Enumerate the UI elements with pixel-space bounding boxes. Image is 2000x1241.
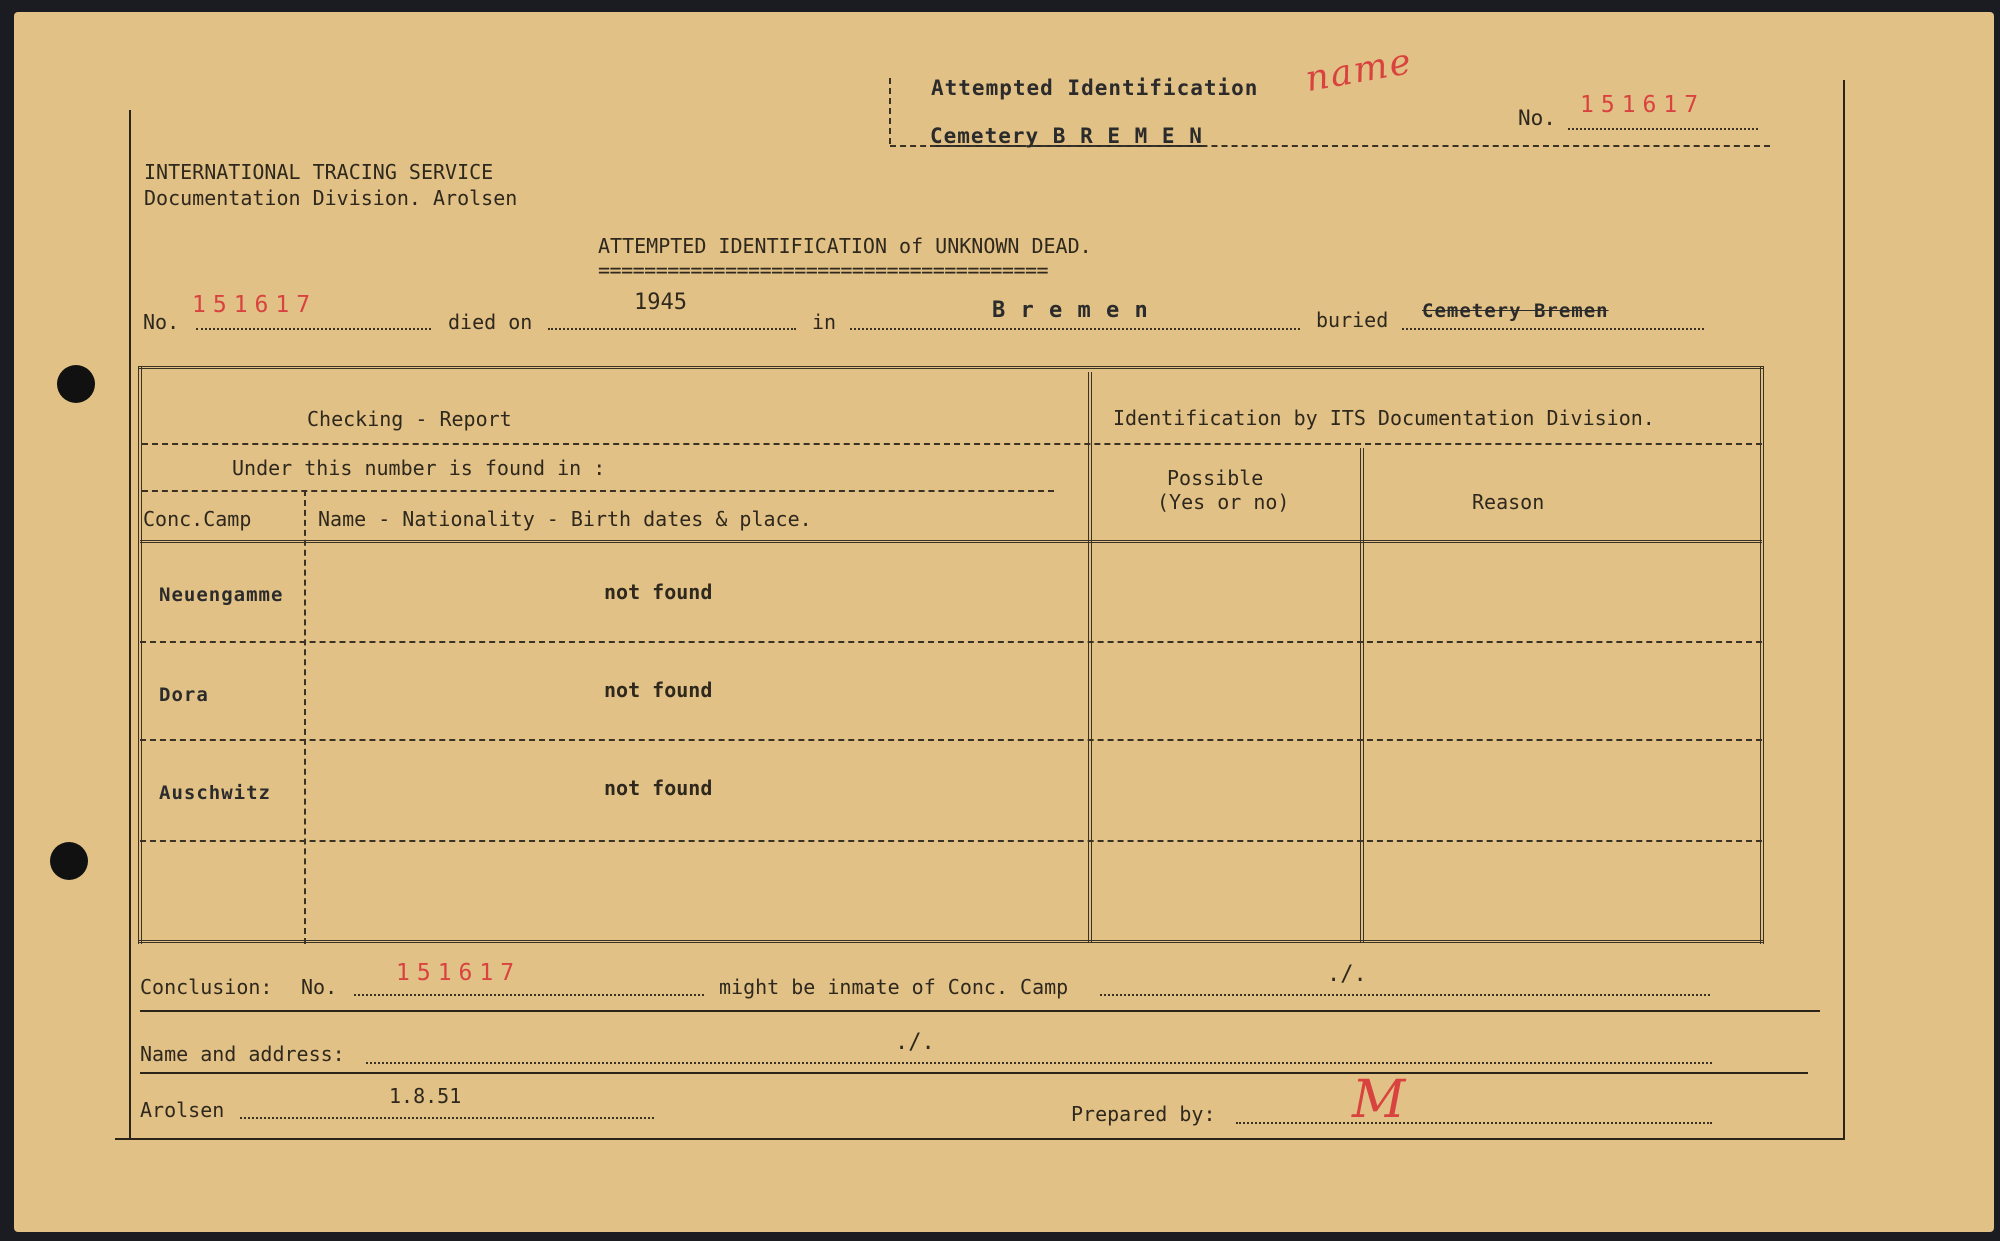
died-value: 1945 (634, 290, 687, 315)
stamp-line-2: Cemetery B R E M E N (930, 124, 1203, 148)
buried-dots (1402, 328, 1704, 330)
org-line-1: INTERNATIONAL TRACING SERVICE (144, 160, 494, 184)
died-dots (548, 328, 796, 330)
prepared-by-dots (1236, 1122, 1712, 1124)
page-title: ATTEMPTED IDENTIFICATION of UNKNOWN DEAD. (598, 234, 1092, 258)
org-line-2: Documentation Division. Arolsen (144, 186, 518, 210)
table-camp-divider (304, 490, 306, 944)
conclusion-rule (140, 1010, 1820, 1012)
died-label: died on (448, 310, 533, 334)
punch-hole-top (57, 365, 95, 403)
conclusion-no-label: No. (301, 975, 338, 999)
checking-report-heading: Checking - Report (307, 407, 512, 431)
table-mid (1088, 372, 1092, 942)
buried-label: buried (1316, 308, 1389, 332)
row-1-result: not found (604, 580, 713, 604)
in-label: in (812, 310, 837, 334)
row-rule-3 (140, 840, 1762, 842)
title-underline: ======================================= (598, 258, 1049, 282)
possible-label: Possible (1167, 466, 1264, 490)
name-address-label: Name and address: (140, 1042, 345, 1066)
buried-value: Cemetery Bremen (1422, 300, 1609, 322)
name-address-value: ./. (895, 1030, 935, 1055)
conclusion-no-value: 151617 (396, 960, 522, 986)
in-dots (850, 328, 1300, 330)
in-value: B r e m e n (992, 298, 1149, 323)
header-rule (142, 443, 1762, 445)
prepared-initial: M (1352, 1070, 1406, 1130)
row-rule-2 (140, 739, 1762, 741)
identification-heading: Identification by ITS Documentation Division. (1113, 406, 1655, 430)
record-no-dots (196, 328, 431, 330)
top-scribble: name (1302, 40, 1416, 101)
row-2-result: not found (604, 678, 713, 702)
row-rule-1 (140, 641, 1762, 643)
table-top (138, 366, 1764, 369)
header-no-label: No. (1518, 106, 1556, 130)
header-no-dots (1568, 128, 1758, 130)
table-right (1760, 366, 1764, 944)
under-rule (142, 490, 1054, 492)
header-no-value: 151617 (1580, 92, 1706, 118)
row-2-camp: Dora (159, 684, 209, 706)
yes-or-no-label: (Yes or no) (1157, 490, 1290, 514)
conclusion-label: Conclusion: (140, 975, 273, 999)
table-left (138, 366, 142, 944)
left-border (129, 110, 131, 1138)
record-no-label: No. (143, 310, 180, 334)
row-3-camp: Auschwitz (159, 782, 271, 804)
table-bottom (138, 940, 1764, 943)
camp-value: ./. (1327, 962, 1367, 987)
bottom-border (115, 1138, 1845, 1140)
punch-hole-bottom (50, 842, 88, 880)
name-address-rule (140, 1072, 1808, 1074)
arolsen-label: Arolsen (140, 1098, 225, 1122)
name-address-dots (366, 1062, 1712, 1064)
col-name-header: Name - Nationality - Birth dates & place. (318, 507, 812, 531)
camp-dots (1100, 994, 1710, 996)
date-value: 1.8.51 (389, 1084, 462, 1108)
reason-label: Reason (1472, 490, 1545, 514)
colhead-rule (140, 540, 1762, 543)
row-1-camp: Neuengamme (159, 584, 284, 606)
might-be-label: might be inmate of Conc. Camp (719, 975, 1069, 999)
col-camp-header: Conc.Camp (143, 507, 252, 531)
arolsen-dots (240, 1117, 654, 1119)
stamp-underline (890, 145, 1770, 147)
prepared-by-label: Prepared by: (1071, 1102, 1216, 1126)
stamp-line-1: Attempted Identification (931, 76, 1259, 100)
under-number-label: Under this number is found in : (232, 456, 606, 480)
right-border (1843, 80, 1845, 1138)
row-3-result: not found (604, 776, 713, 800)
conclusion-no-dots (354, 994, 704, 996)
record-no-value: 151617 (192, 292, 318, 318)
stamp-divider (889, 78, 891, 144)
table-possible-divider (1360, 448, 1364, 942)
